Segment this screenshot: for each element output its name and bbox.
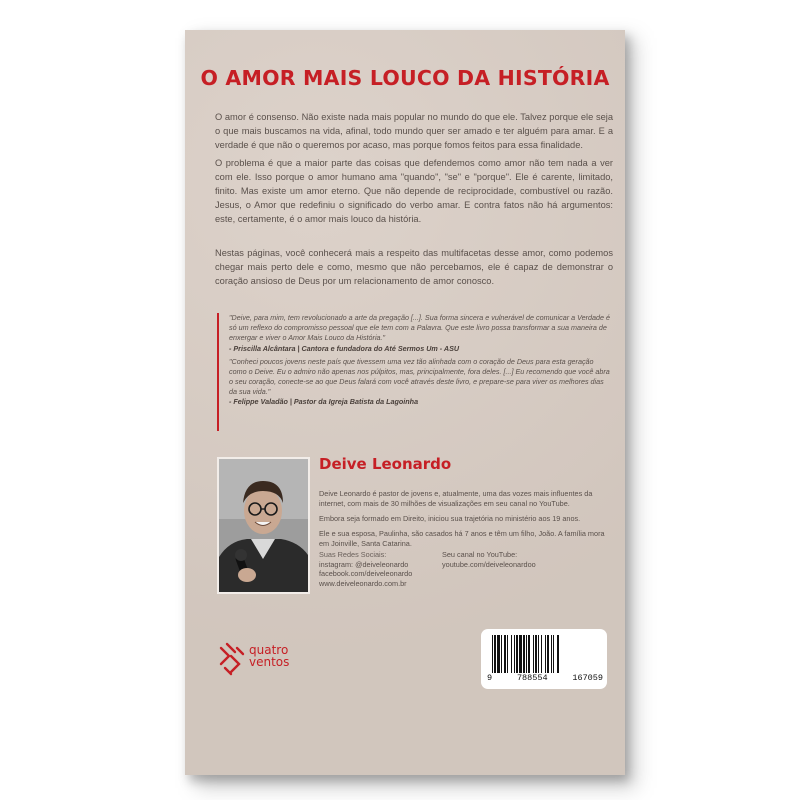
barcode-bar (553, 635, 554, 673)
barcode-bar (504, 635, 506, 673)
social-label: Suas Redes Sociais: (319, 550, 387, 559)
barcode-bar (507, 635, 508, 673)
publisher-name-line1: quatro (249, 643, 289, 657)
endorsement-text: "Deive, para mim, tem revolucionado a arte da pregação [...]. Sua forma sincera e vulnerável de comunicar a Verdade é só um reflexo do compromisso pessoal que ele tem com a Palavra. Que este livro possa transformar a sua maneira de enxergar e viver o Amor Mais Louco da História." (229, 313, 611, 343)
author-bio: Ele e sua esposa, Paulinha, são casados há 7 anos e têm um filho, João. A família mora em Joinville, Santa Catarina. (319, 529, 605, 548)
barcode-bar (526, 635, 527, 673)
author-bio: Embora seja formado em Direito, iniciou sua trajetória no ministério aos 19 anos. (319, 514, 581, 523)
publisher-mark-icon (217, 640, 247, 676)
endorsement-attribution: - Felippe Valadão | Pastor da Igreja Batista da Lagoinha (229, 397, 419, 407)
publisher-name (249, 644, 289, 668)
youtube-channel (442, 550, 602, 569)
barcode-bars (490, 635, 598, 675)
barcode-digit-group: 9 (487, 673, 493, 683)
instagram-handle: instagram: @deiveleonardo (319, 559, 409, 569)
book-title: O AMOR MAIS LOUCO DA HISTÓRIA (200, 66, 610, 90)
barcode-digit-group: 167059 (572, 673, 603, 683)
barcode-bar (551, 635, 552, 673)
barcode-bar (492, 635, 493, 673)
youtube-url: youtube.com/deiveleonardoo (442, 559, 536, 569)
barcode-bar (501, 635, 502, 673)
barcode-bar (533, 635, 534, 673)
publisher-name-line2: ventos (249, 655, 290, 669)
barcode-bar (519, 635, 522, 673)
barcode-bar (497, 635, 500, 673)
barcode-bar (557, 635, 559, 673)
endorsement-attribution: - Priscilla Alcântara | Cantora e fundadora do Até Sermos Um - ASU (229, 343, 460, 353)
barcode-bar (511, 635, 512, 673)
publisher-logo (217, 640, 327, 680)
isbn-barcode (481, 629, 607, 689)
author-portrait-illustration (219, 459, 308, 592)
barcode-bar (514, 635, 515, 673)
author-name: Deive Leonardo (319, 455, 452, 473)
youtube-label: Seu canal no YouTube: (442, 550, 518, 559)
barcode-bar (528, 635, 530, 673)
barcode-bar (523, 635, 525, 673)
synopsis-paragraph: O problema é que a maior parte das coisas que defendemos como amor não tem nada a ver com ele. Isso porque o amor humano ama "quando", "se" e "porque". Ele é carente, limitado, finito. Mas existe um amor eterno. Que não depende de reciprocidade, combustível ou razão. Jesus, o Amor que redefiniu o significado do verbo amar. E contra fatos não há argumentos: este, certamente, é o amor mais louco da história. (215, 158, 613, 224)
author-bio: Deive Leonardo é pastor de jovens e, atualmente, uma das vozes mais influentes da internet, com mais de 30 milhões de visualizações em seu canal no YouTube. (319, 489, 593, 508)
barcode-bar (494, 635, 496, 673)
barcode-digit-group: 788554 (516, 673, 548, 683)
barcode-digits (487, 673, 603, 683)
facebook-link: facebook.com/deiveleonardo (319, 569, 413, 578)
endorsements (217, 313, 613, 431)
barcode-bar (547, 635, 549, 673)
author-photo (217, 457, 310, 594)
endorsement-text: "Conheci poucos jovens neste país que tivessem uma vez tão alinhada com o coração de Deus para esta geração como o Deive. Eu o admiro não apenas nos púlpitos, mas, principalmente, fora deles. [...] Eu recomendo que você abra o seu coração, conecte-se ao que Deus falará com você através deste livro, e prepare-se para viver os melhores dias da sua vida." (229, 356, 610, 397)
barcode-bar (535, 635, 537, 673)
synopsis-paragraph: O amor é consenso. Não existe nada mais popular no mundo do que ele. Talvez porque ele seja o que mais buscamos na vida, afinal, todo mundo quer ser amado e ter alguém para amar. E a verdade é que não o queremos por acaso, mas porque fomos feitos para essa finalidade. (215, 112, 613, 150)
synopsis-paragraph: Nestas páginas, você conhecerá mais a respeito das multifacetas desse amor, como podemos chegar mais perto dele e como, mesmo que não percebamos, ele é capaz de demonstrar o coração ansioso de Deus por um relacionamento de amor conosco. (215, 248, 613, 286)
barcode-bar (541, 635, 542, 673)
barcode-bar (545, 635, 546, 673)
barcode-bar (538, 635, 539, 673)
barcode-bar (516, 635, 518, 673)
website-link: www.deiveleonardo.com.br (319, 578, 407, 588)
social-links (319, 550, 439, 588)
book-back-cover (185, 30, 625, 775)
